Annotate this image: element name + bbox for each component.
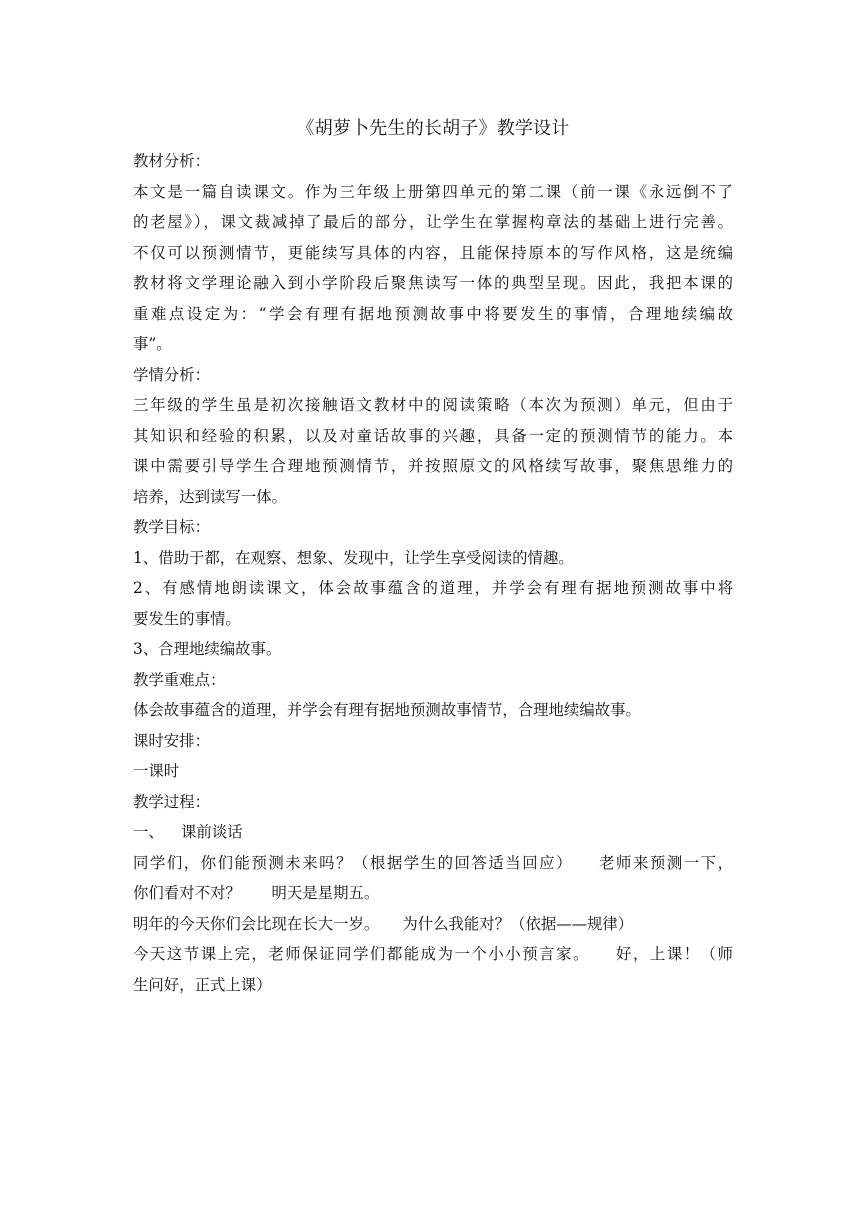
paragraph-line: 本文是一篇自读课文。作为三年级上册第四单元的第二课（前一课《永远倒不了 [133,182,733,201]
paragraph-line: 课中需要引导学生合理地预测情节，并按照原文的风格续写故事，聚焦思维力的 [133,457,733,475]
process-step-title: 课前谈话 [181,823,243,841]
process-step-heading [133,817,733,848]
section-heading-process: 教学过程： [133,792,210,811]
goal-item: 1、借助于都，在观察、想象、发现中，让学生享受阅读的情趣。 [133,548,574,567]
document-title: 《胡萝卜先生的长胡子》教学设计 [296,118,570,139]
paragraph-line: 的老屋》），课文裁减掉了最后的部分，让学生在掌握构章法的基础上进行完善。 [133,213,733,231]
paragraph-line: 体会故事蕴含的道理，并学会有理有据地预测故事情节，合理地续编故事。 [133,701,641,719]
paragraph-line: 三年级的学生虽是初次接触语文教材中的阅读策略（本次为预测）单元，但由于 [133,396,733,414]
paragraph-line: 不仅可以预测情节，更能续写具体的内容，且能保持原本的写作风格，这是统编 [133,243,733,262]
paragraph-line: 同学们，你们能预测未来吗？（根据学生的回答适当回应） 老师来预测一下， [133,853,733,872]
paragraph-line: 事”。 [133,335,172,353]
paragraph-line: 教材将文学理论融入到小学阶段后聚焦读写一体的典型呈现。因此，我把本课的 [133,274,733,292]
paragraph-line: 生问好，正式上课） [133,975,272,994]
section-heading-schedule: 课时安排： [133,731,210,750]
paragraph-line: 明年的今天你们会比现在长大一岁。 为什么我能对？（依据——规律） [133,914,634,933]
paragraph-line: 你们看对不对？ 明天是星期五。 [133,884,380,902]
goal-item: 3、合理地续编故事。 [133,640,282,658]
document-body [133,112,733,1000]
section-heading-key-points: 教学重难点： [133,670,226,689]
section-heading-teaching-goals: 教学目标： [133,518,210,536]
paragraph-line: 其知识和经验的积累，以及对童话故事的兴趣，具备一定的预测情节的能力。本 [133,426,733,445]
section-heading-material-analysis: 教材分析： [133,152,210,170]
paragraph-line: 一课时 [133,762,180,780]
paragraph-line: 重难点设定为：“学会有理有据地预测故事中将要发生的事情，合理地续编故 [133,304,733,323]
section-heading-student-analysis: 学情分析： [133,365,210,384]
paragraph-line: 今天这节课上完，老师保证同学们都能成为一个小小预言家。 好，上课！（师 [133,945,733,963]
list-marker: 一、 [133,823,164,841]
goal-item: 2、有感情地朗读课文，体会故事蕴含的道理，并学会有理有据地预测故事中将 [133,579,733,597]
goal-item-continuation: 要发生的事情。 [133,609,241,628]
paragraph-line: 培养，达到读写一体。 [133,487,287,506]
